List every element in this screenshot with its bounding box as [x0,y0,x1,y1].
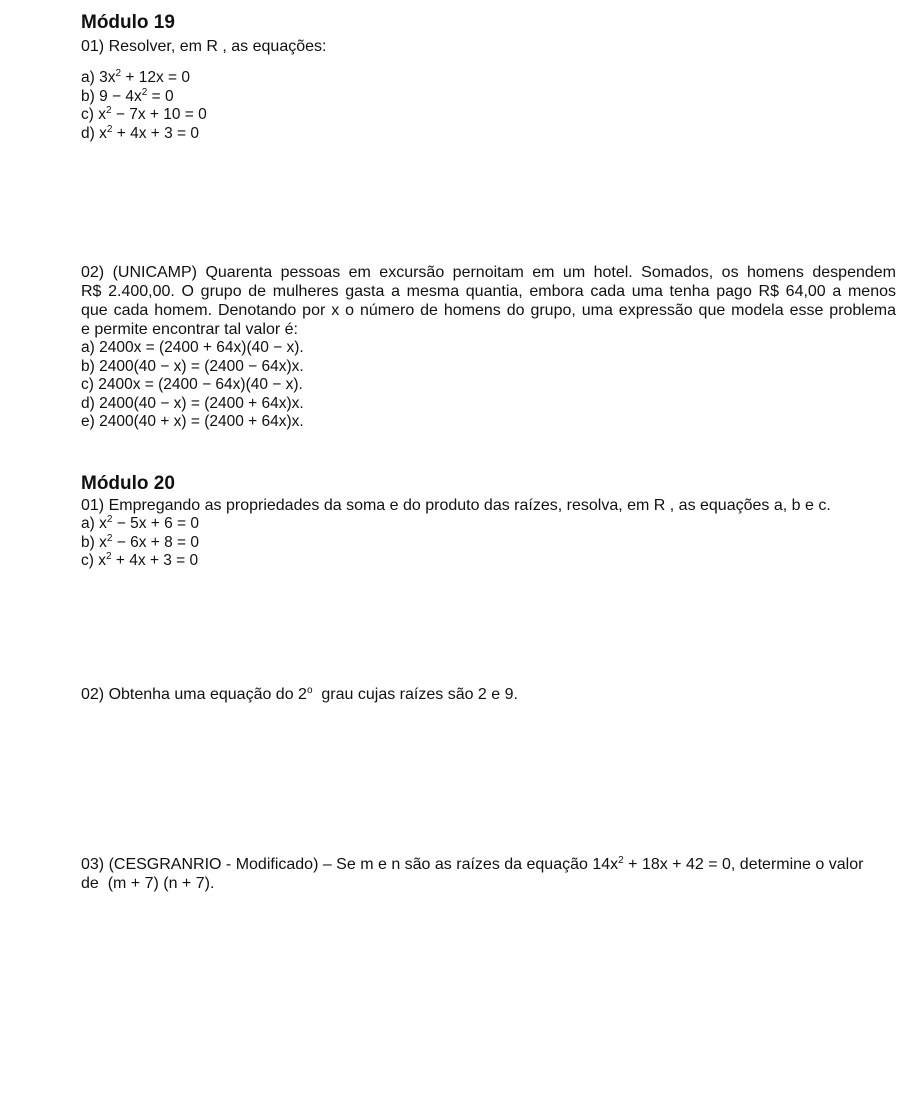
question-statement: 01) Empregando as propriedades da soma e do produto das raízes, resolva, em R , as equações a, b e c. [81,497,831,514]
equation-list [81,515,896,571]
cesgranrio-question [81,855,896,893]
modulo-19-section [81,12,896,143]
equation-list [81,69,896,143]
unicamp-question [81,263,896,432]
question-statement: 01) Resolver, em R , as equações: [81,38,327,55]
equation-item: c) $x^2 - 7x + 10 = 0$ [81,105,207,123]
answer-option: a) 2400x = (2400 + 64x)(40 − x). [81,339,304,356]
answer-option: d) 2400(40 − x) = (2400 + 64x)x. [81,394,304,412]
question-text-line: 02) Obtenha uma equação do 2$^o$ grau cujas raízes são 2 e 9. [81,685,518,703]
answer-option: e) 2400(40 + x) = (2400 + 64x)x. [81,413,304,430]
modulo-20-title: Módulo 20 [81,473,175,494]
modulo-19-title: Módulo 19 [81,12,175,33]
equation-item: a) $3x^2 + 12x = 0$ [81,68,190,86]
equation-item: a) $x^2 - 5x + 6 = 0$ [81,514,200,532]
question-text-line: 02) (UNICAMP) Quarenta pessoas em excursão pernoitam em um hotel. Somados, os homens despendem [81,264,896,281]
equation-item: b) $x^2 - 6x + 8 = 0$ [81,532,200,551]
answer-option: c) 2400x = (2400 − 64x)(40 − x). [81,376,303,393]
equation-item: d) $x^2 + 4x + 3 = 0$ [81,123,200,142]
answer-option: b) 2400(40 − x) = (2400 − 64x)x. [81,357,304,375]
modulo-20-section [81,473,896,571]
equation-item: c) $x^2 + 4x + 3 = 0$ [81,551,199,569]
question-text-line: de (m + 7) (n + 7). [81,875,215,892]
question-text-line: 03) (CESGRANRIO - Modificado) – Se m e n são as raízes da equação $14x^2 + 18x + 42 = 0$, determine o valor [81,855,864,873]
question-text-line: R$ 2.400,00. O grupo de mulheres gasta a mesma quantia, embora cada uma tenha pago R$ 64,00 a menos [81,283,896,300]
equation-item: b) $9 - 4x^2 = 0$ [81,86,174,105]
question-text-line: e permite encontrar tal valor é: [81,321,298,338]
question-text-line: que cada homem. Denotando por x o número de homens do grupo, uma expressão que modela esse problema [81,302,896,319]
roots-question [81,685,896,704]
